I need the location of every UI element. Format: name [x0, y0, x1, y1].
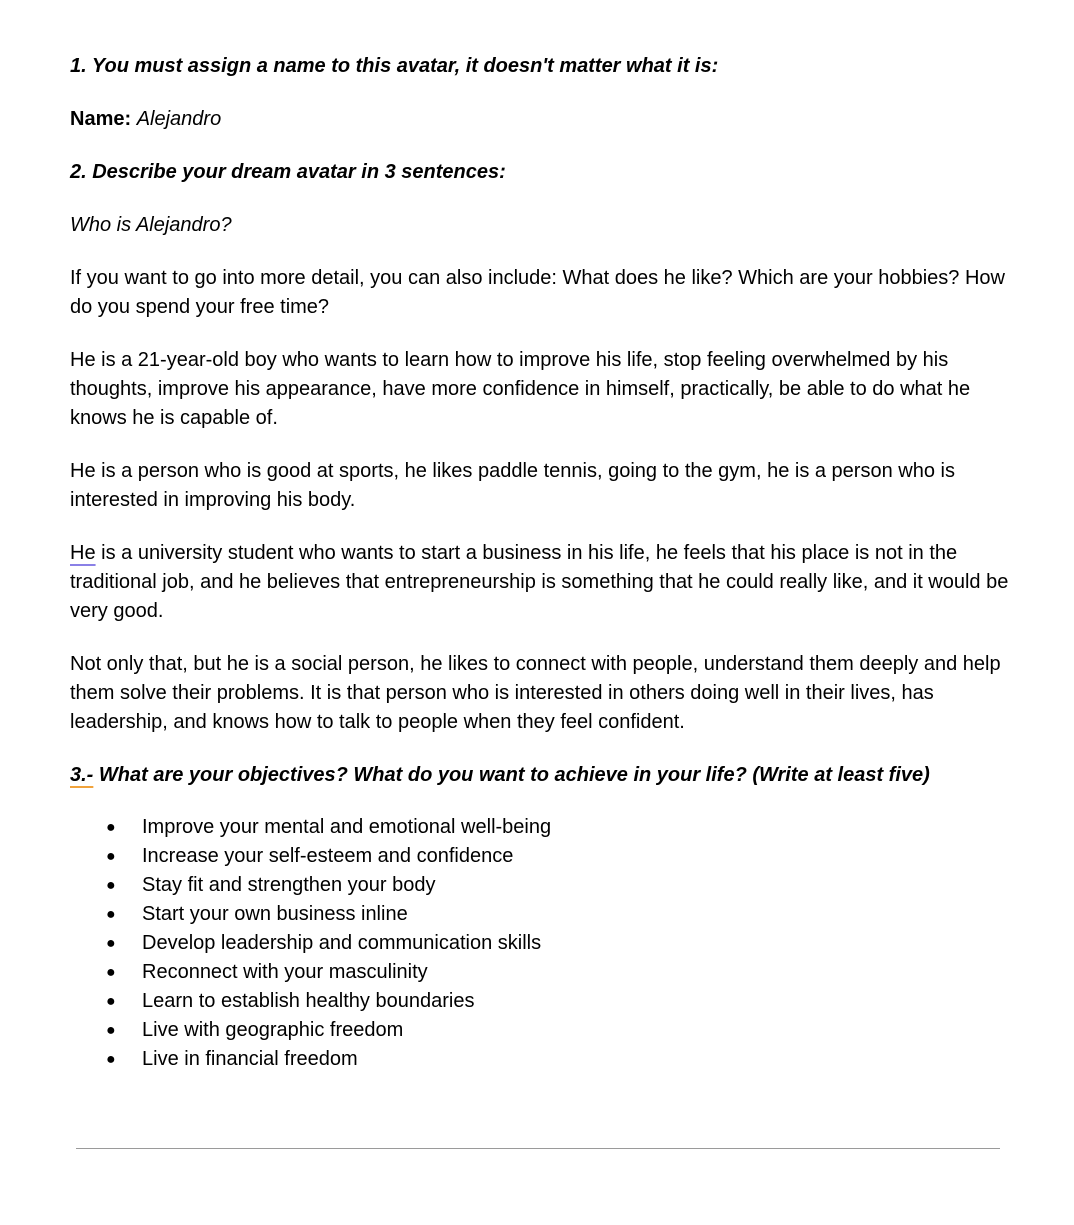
bullet-icon: ●	[106, 848, 116, 865]
section-3-heading-text: What are your objectives? What do you want to achieve in your life? (Write at least five)	[93, 764, 930, 786]
list-item	[106, 813, 1010, 842]
description-paragraph-1: He is a 21-year-old boy who wants to learn how to improve his life, stop feeling overwhelmed by his thoughts, improve his appearance, have more confidence in himself, practically, be able to do what he knows he is capable of.	[70, 349, 971, 429]
name-value: Alejandro	[136, 108, 222, 130]
objective-text: Increase your self-esteem and confidence	[142, 845, 514, 867]
name-label: Name:	[70, 108, 132, 130]
bullet-icon: ●	[106, 906, 116, 923]
objective-text: Learn to establish healthy boundaries	[142, 990, 475, 1012]
bullet-icon: ●	[106, 1051, 116, 1068]
objective-text: Live in financial freedom	[142, 1048, 358, 1070]
objective-text: Start your own business inline	[142, 903, 408, 925]
list-item	[106, 900, 1010, 929]
bullet-icon: ●	[106, 1022, 116, 1039]
objective-text: Develop leadership and communication skills	[142, 932, 542, 954]
section-3-heading	[70, 761, 1010, 790]
bullet-icon: ●	[106, 877, 116, 894]
objective-text: Improve your mental and emotional well-being	[142, 816, 552, 838]
avatar-question: Who is Alejandro?	[70, 214, 232, 236]
objectives-list	[70, 813, 1010, 1074]
list-item	[106, 1016, 1010, 1045]
description-paragraph-3-text: is a university student who wants to start a business in his life, he feels that his place is not in the traditional job, and he believes that entrepreneurship is something that he could really like, and it would be very good.	[70, 542, 1009, 622]
objective-text: Live with geographic freedom	[142, 1019, 404, 1041]
list-item	[106, 871, 1010, 900]
spellcheck-marked-word[interactable]: He	[70, 542, 96, 564]
detail-hint: If you want to go into more detail, you can also include: What does he like? Which are your hobbies? How do you spend your free time?	[70, 267, 1005, 318]
bullet-icon: ●	[106, 993, 116, 1010]
description-paragraph-4: Not only that, but he is a social person, he likes to connect with people, understand them deeply and help them solve their problems. It is that person who is interested in others doing well in their lives, has leadership, and knows how to talk to people when they feel confident.	[70, 653, 1001, 733]
section-1-heading: 1. You must assign a name to this avatar, it doesn't matter what it is:	[70, 55, 719, 77]
description-paragraph-2: He is a person who is good at sports, he likes paddle tennis, going to the gym, he is a person who is interested in improving his body.	[70, 460, 955, 511]
objective-text: Reconnect with your masculinity	[142, 961, 428, 983]
description-paragraph-3	[70, 539, 1010, 626]
bullet-icon: ●	[106, 935, 116, 952]
grammar-marked-number[interactable]: 3.-	[70, 764, 94, 786]
objective-text: Stay fit and strengthen your body	[142, 874, 436, 896]
section-2-heading: 2. Describe your dream avatar in 3 sentences:	[70, 161, 506, 183]
bullet-icon: ●	[106, 819, 116, 836]
list-item	[106, 1045, 1010, 1074]
bullet-icon: ●	[106, 964, 116, 981]
name-line	[70, 105, 1010, 134]
list-item	[106, 842, 1010, 871]
list-item	[106, 987, 1010, 1016]
horizontal-rule	[76, 1148, 1000, 1149]
list-item	[106, 958, 1010, 987]
list-item	[106, 929, 1010, 958]
document-body	[70, 52, 1010, 1075]
